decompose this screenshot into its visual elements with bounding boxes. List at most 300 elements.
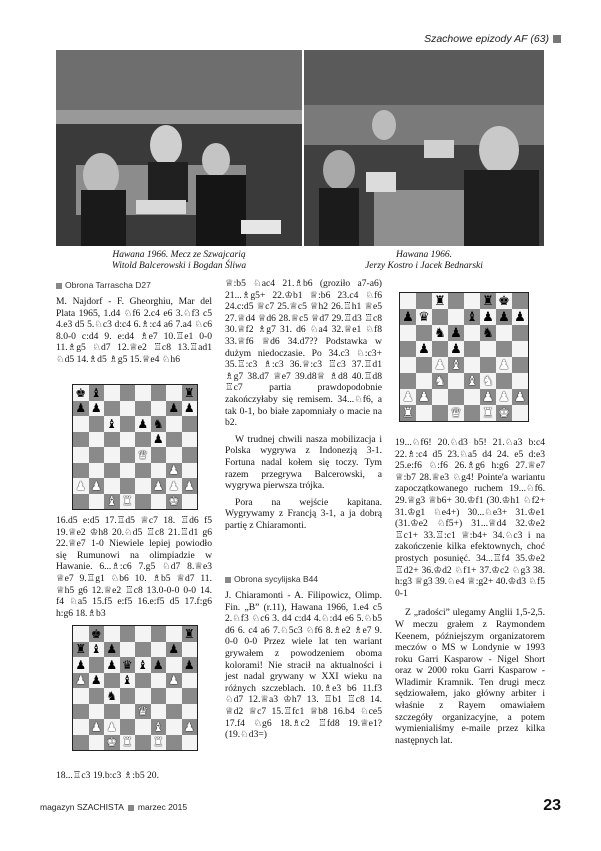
column-1-bottom — [56, 770, 212, 787]
board-square — [400, 357, 416, 373]
board-square — [135, 385, 151, 401]
board-square — [480, 357, 496, 373]
board-square — [73, 688, 89, 704]
game-annotation: ♕:b5 ♘ac4 21.♗b6 (groziło a7-a6) 21...♗g5+ 22.♔b1 ♕:b6 23.c4 ♘f6 24.c:d5 ♕c7 25.♕c5 ♕h2 26.♖h1 ♕e5 27.♕d4 ♕d6 28.♕c5 ♕d7 29.♖d3 ♖c8 30.♕f2 ♗g7 31. d6 ♘a4 32.♕e1 ♘f8 33.♕f6 ♕d6 34.d7?? Podstawka w dużym niedoczasie. Po 34.c3 ♘:c3+ 35.♖:c3 ♗:c3 36.♕:c3 ♖c3 37.♖d1 ♗g7 38.d7 ♕e7 39.d8♕ ♗d8 40.♖d8 ♖c7 partia prawdopodobnie zakończyłaby się remisem. 34...♘f6, a tak 0-1, bo białe zapomniały o macie na b2. — [225, 278, 382, 429]
board-square — [464, 325, 480, 341]
board-square — [135, 626, 151, 642]
chess-piece-icon: ♝ — [152, 719, 164, 734]
board-square — [89, 447, 105, 463]
board-square — [135, 719, 151, 735]
board-square — [104, 463, 120, 479]
board-square — [182, 626, 198, 642]
board-square — [416, 309, 432, 325]
magazine-name: magazyn SZACHISTA — [40, 802, 124, 812]
board-square — [151, 416, 167, 432]
board-square — [120, 478, 136, 494]
board-square — [166, 688, 182, 704]
board-square — [512, 389, 528, 405]
board-square — [135, 401, 151, 417]
board-square — [104, 416, 120, 432]
board-square — [480, 373, 496, 389]
chess-piece-icon: ♚ — [498, 405, 510, 421]
running-title: Szachowe epizody AF (63) — [424, 33, 561, 45]
board-square — [182, 704, 198, 720]
footer — [40, 802, 187, 812]
chess-piece-icon: ♟ — [152, 432, 164, 447]
board-square — [151, 719, 167, 735]
board-square — [89, 704, 105, 720]
board-square — [432, 389, 448, 405]
board-square — [400, 389, 416, 405]
board-square — [104, 642, 120, 658]
board-square — [89, 673, 105, 689]
board-square — [73, 673, 89, 689]
board-square — [512, 373, 528, 389]
board-square — [400, 341, 416, 357]
chess-piece-icon: ♟ — [183, 719, 195, 734]
board-square — [120, 494, 136, 510]
board-square — [464, 357, 480, 373]
chess-piece-icon: ♚ — [75, 385, 87, 400]
board-square — [166, 385, 182, 401]
chess-piece-icon: ♟ — [106, 642, 118, 657]
board-square — [432, 405, 448, 421]
board-square — [73, 735, 89, 751]
board-square — [166, 463, 182, 479]
chess-piece-icon: ♛ — [137, 447, 149, 462]
board-square — [464, 309, 480, 325]
chess-piece-icon: ♟ — [75, 673, 87, 688]
chess-piece-icon: ♟ — [514, 309, 526, 325]
issue-date: marzec 2015 — [137, 802, 188, 812]
board-square — [464, 405, 480, 421]
board-square — [89, 416, 105, 432]
photo-right-caption: Hawana 1966. Jerzy Kostro i Jacek Bednarski — [365, 250, 483, 271]
chess-piece-icon: ♟ — [152, 657, 164, 672]
board-square — [496, 405, 512, 421]
chess-piece-icon: ♟ — [168, 401, 180, 416]
board-square — [166, 494, 182, 510]
chess-piece-icon: ♜ — [121, 494, 133, 509]
chess-piece-icon: ♝ — [121, 673, 133, 688]
narrative-captain: Pora na wejście kapitana. Wygrywamy z Francją 3-1, a ja dobrą partię z Chiaramonti. — [225, 496, 382, 531]
chess-piece-icon: ♟ — [90, 719, 102, 734]
board-square — [120, 432, 136, 448]
chess-piece-icon: ♞ — [482, 373, 494, 389]
chess-piece-icon: ♛ — [121, 657, 133, 672]
chess-piece-icon: ♟ — [450, 325, 462, 341]
chess-piece-icon: ♟ — [183, 478, 195, 493]
photo-left-image — [56, 50, 302, 246]
board-square — [120, 463, 136, 479]
board-square — [73, 704, 89, 720]
board-square — [89, 735, 105, 751]
chess-piece-icon: ♝ — [106, 416, 118, 431]
board-square — [135, 494, 151, 510]
game-chiaramonti-moves: J. Chiaramonti - A. Filipowicz, Olimp. Fin. „B” (r.11), Hawana 1966, 1.e4 c5 2.♘f3 ♘c6 3. d4 c:d4 4.♘:d4 e6 5.♘b5 d6 6. c4 a6 7.♘5c3 ♘f6 8.♗e2 ♗e7 9. 0-0 0-0 Przez wiele lat ten wariant grywałem z powodzeniem oboma kolorami! Nie stracił na aktualności i jest nadal grywany w XXI wieku na różnych szczeblach. 10.♗e3 b6 11.f3 ♘d7 12.♕a3 ♔h7 13. ♖b1 ♖c8 14. ♕d2 ♕c7 15.♖fc1 ♕b8 16.b4 ♘ce5 17.f4 ♘g6 18.♗c2 ♖fd8 19.♕e1? (19.♘d3=) — [225, 590, 382, 741]
board-square — [89, 385, 105, 401]
board-square — [151, 688, 167, 704]
board-square — [416, 357, 432, 373]
board-square — [166, 735, 182, 751]
board-square — [120, 385, 136, 401]
board-square — [104, 704, 120, 720]
footer-square-icon — [128, 805, 134, 811]
board-square — [432, 341, 448, 357]
board-square — [151, 642, 167, 658]
board-square — [512, 293, 528, 309]
chess-piece-icon: ♞ — [434, 373, 446, 389]
chess-piece-icon: ♟ — [75, 478, 87, 493]
board-square — [89, 401, 105, 417]
section-square-icon — [225, 577, 231, 583]
board-square — [448, 389, 464, 405]
board-square — [120, 735, 136, 751]
chess-piece-icon: ♛ — [450, 405, 462, 421]
chess-piece-icon: ♟ — [137, 416, 149, 431]
board-square — [480, 405, 496, 421]
chess-piece-icon: ♞ — [482, 325, 494, 341]
board-square — [120, 626, 136, 642]
board-square — [496, 357, 512, 373]
board-square — [151, 432, 167, 448]
chess-piece-icon: ♜ — [183, 385, 195, 400]
board-square — [135, 657, 151, 673]
board-square — [400, 325, 416, 341]
board-square — [104, 626, 120, 642]
chess-piece-icon: ♝ — [466, 309, 478, 325]
column-2-game — [225, 590, 382, 746]
chess-piece-icon: ♜ — [152, 735, 164, 750]
board-square — [135, 478, 151, 494]
board-square — [151, 494, 167, 510]
chess-piece-icon: ♟ — [75, 657, 87, 672]
chess-piece-icon: ♜ — [482, 293, 494, 309]
board-square — [448, 309, 464, 325]
board-square — [448, 341, 464, 357]
board-square — [512, 309, 528, 325]
header-square-icon — [553, 35, 561, 43]
board-square — [512, 357, 528, 373]
board-square — [120, 447, 136, 463]
board-square — [496, 293, 512, 309]
chess-piece-icon: ♟ — [168, 463, 180, 478]
chess-piece-icon: ♟ — [514, 389, 526, 405]
chess-piece-icon: ♟ — [498, 389, 510, 405]
board-square — [89, 719, 105, 735]
board-square — [104, 657, 120, 673]
board-square — [464, 341, 480, 357]
board-square — [512, 405, 528, 421]
board-square — [89, 494, 105, 510]
board-square — [464, 373, 480, 389]
board-square — [73, 463, 89, 479]
board-square — [182, 735, 198, 751]
board-square — [73, 447, 89, 463]
board-square — [182, 401, 198, 417]
chess-piece-icon: ♝ — [90, 642, 102, 657]
board-square — [73, 401, 89, 417]
chess-piece-icon: ♟ — [482, 309, 494, 325]
board-square — [496, 373, 512, 389]
board-square — [73, 642, 89, 658]
chess-piece-icon: ♟ — [498, 357, 510, 373]
chess-piece-icon: ♟ — [90, 673, 102, 688]
column-1-middle — [56, 515, 212, 624]
board-square — [89, 478, 105, 494]
board-square — [182, 447, 198, 463]
chess-piece-icon: ♟ — [75, 401, 87, 416]
board-square — [416, 325, 432, 341]
board-square — [512, 325, 528, 341]
board-square — [135, 735, 151, 751]
board-square — [496, 389, 512, 405]
board-square — [182, 688, 198, 704]
board-square — [89, 657, 105, 673]
board-square — [73, 626, 89, 642]
board-square — [120, 401, 136, 417]
photo-left — [56, 50, 302, 246]
board-square — [496, 309, 512, 325]
board-square — [104, 401, 120, 417]
board-square — [166, 626, 182, 642]
photo-right — [304, 50, 544, 246]
chess-piece-icon: ♝ — [450, 357, 462, 373]
board-square — [432, 357, 448, 373]
chess-piece-icon: ♝ — [106, 494, 118, 509]
board-square — [89, 688, 105, 704]
board-square — [166, 447, 182, 463]
chess-piece-icon: ♟ — [498, 309, 510, 325]
board-square — [135, 463, 151, 479]
board-square — [120, 688, 136, 704]
narrative-england: Z „radości” ulegamy Anglii 1,5-2,5. W meczu grałem z Raymondem Keenem, późniejszym organizatorem meczów o MS w Londynie w 1993 roku Garri Kasparow - Nigel Short oraz w 2000 roku Garri Kasparow - Wladimir Kramnik. Ten drugi mecz sędziowałem, jako główny arbiter i właśnie z Rayem omawiałem szczegóły organizacyjne, a potem wymienialiśmy e-maile przez kilka następnych lat. — [395, 607, 545, 746]
board-square — [182, 719, 198, 735]
chess-piece-icon: ♟ — [168, 478, 180, 493]
board-square — [182, 432, 198, 448]
chess-piece-icon: ♟ — [106, 657, 118, 672]
board-square — [480, 341, 496, 357]
section-header-sicilian: Obrona sycylijska B44 — [225, 574, 318, 584]
board-square — [151, 385, 167, 401]
board-square — [73, 416, 89, 432]
chess-piece-icon: ♟ — [168, 642, 180, 657]
board-square — [416, 293, 432, 309]
board-square — [182, 494, 198, 510]
board-square — [89, 432, 105, 448]
board-square — [135, 416, 151, 432]
board-square — [104, 719, 120, 735]
board-square — [400, 309, 416, 325]
board-square — [120, 642, 136, 658]
board-square — [432, 373, 448, 389]
board-square — [432, 325, 448, 341]
board-square — [135, 642, 151, 658]
board-square — [151, 478, 167, 494]
chess-piece-icon: ♞ — [106, 688, 118, 703]
board-square — [104, 688, 120, 704]
chess-piece-icon: ♛ — [418, 309, 430, 325]
board-square — [448, 405, 464, 421]
board-square — [73, 478, 89, 494]
board-square — [151, 657, 167, 673]
chess-piece-icon: ♜ — [183, 626, 195, 641]
chess-piece-icon: ♟ — [482, 389, 494, 405]
board-square — [512, 341, 528, 357]
board-square — [448, 357, 464, 373]
board-square — [104, 478, 120, 494]
chess-piece-icon: ♟ — [450, 341, 462, 357]
chess-piece-icon: ♜ — [75, 642, 87, 657]
board-square — [73, 494, 89, 510]
board-square — [464, 389, 480, 405]
board-square — [182, 416, 198, 432]
board-square — [166, 704, 182, 720]
chess-piece-icon: ♟ — [152, 478, 164, 493]
board-square — [166, 719, 182, 735]
section-header-tarrasch: Obrona Tarrascha D27 — [56, 280, 151, 290]
board-square — [89, 463, 105, 479]
board-square — [416, 405, 432, 421]
column-1-top — [56, 296, 212, 371]
chess-piece-icon: ♟ — [402, 389, 414, 405]
chess-piece-icon: ♚ — [106, 735, 118, 750]
board-square — [89, 642, 105, 658]
board-square — [416, 389, 432, 405]
chess-piece-icon: ♟ — [183, 657, 195, 672]
board-square — [73, 657, 89, 673]
board-square — [120, 673, 136, 689]
board-square — [182, 673, 198, 689]
board-square — [73, 385, 89, 401]
narrative-indonesia: W trudnej chwili nasza mobilizacja i Polska wygrywa z Indonezją 3-1. Fortuna nadal kołem się toczy. Tym razem przegrywa Balcerowski, a wygrywa pierwsza trójka. — [225, 433, 382, 492]
chess-piece-icon: ♝ — [137, 657, 149, 672]
chess-piece-icon: ♚ — [90, 626, 102, 641]
board-square — [496, 341, 512, 357]
board-square — [464, 293, 480, 309]
chess-piece-icon: ♞ — [434, 325, 446, 341]
board-square — [135, 704, 151, 720]
board-square — [182, 463, 198, 479]
board-square — [480, 389, 496, 405]
board-square — [120, 657, 136, 673]
board-square — [89, 626, 105, 642]
game-najdorf-continuation: 16.d5 e:d5 17.♖d5 ♕c7 18. ♖d6 f5 19.♕e2 ♔h8 20.♘d5 ♖c8 21.♖d1 g6 22.♕e7 1-0 Niewiele lepiej powiodło się Rumunowi na olimpiadzie w Hawanie. 6...♗:c6 7.g5 ♘d7 8.♕e3 ♕e7 9.♖g1 ♘b6 10. ♗b5 ♕d7 11. ♕h5 g6 12.♕e2 ♖c8 13.0-0-0 0-0 14. f4 ♘a5 15.f5 e:f5 16.e:f5 d5 17.f:g6 h:g6 18.♗b3 — [56, 515, 212, 619]
board-square — [400, 405, 416, 421]
chess-piece-icon: ♟ — [418, 389, 430, 405]
chess-diagram-1 — [72, 384, 198, 510]
board-square — [400, 373, 416, 389]
board-square — [400, 293, 416, 309]
board-square — [182, 642, 198, 658]
board-square — [135, 432, 151, 448]
board-square — [120, 719, 136, 735]
board-square — [151, 401, 167, 417]
game-continuation-end: 18...♖c3 19.b:c3 ♗:b5 20. — [56, 770, 160, 781]
board-square — [104, 447, 120, 463]
chess-piece-icon: ♟ — [183, 401, 195, 416]
board-square — [166, 401, 182, 417]
board-square — [151, 704, 167, 720]
photo-right-image — [304, 50, 544, 246]
board-square — [448, 373, 464, 389]
board-square — [104, 735, 120, 751]
board-square — [104, 432, 120, 448]
chess-piece-icon: ♜ — [121, 735, 133, 750]
board-square — [104, 673, 120, 689]
column-3 — [395, 437, 545, 751]
board-square — [432, 309, 448, 325]
board-square — [166, 657, 182, 673]
chess-piece-icon: ♟ — [402, 309, 414, 325]
chess-piece-icon: ♟ — [90, 478, 102, 493]
board-square — [73, 719, 89, 735]
chess-piece-icon: ♝ — [90, 385, 102, 400]
chess-piece-icon: ♜ — [402, 405, 414, 421]
photo-left-caption: Hawana 1966. Mecz ze Szwajcarią Witold Balcerowski i Bogdan Śliwa — [111, 250, 247, 271]
board-square — [135, 673, 151, 689]
game-chiaramonti-continuation: 19...♘f6! 20.♘d3 b5! 21.♘a3 b:c4 22.♗:c4 d5 23.♘a5 d4 24. e5 d:e3 25.e:f6 ♘:f6 26.♗g6 h:g6 27.♕e7 ♕:b7 28.♕e3 ♘g4! Pointe'a wariantu zapoczątkowanego ruchem 19...♘f6. 29.♕g3 ♕b6+ 30.♔f1 (30.♔h1 ♘f2+ 31.♔g1 ♘e4+) 30...♘e3+ 31.♔e1 (31.♔e2 ♘f5+) 31...♕d4 32.♔e2 ♖c1+ 33.♖:c1 ♕:b4+ 34.♘c3 i na zakończenie kilka efektownych, choć prostych posunięć. 34...♖f4 35.♔e2 ♖d2+ 36.♔d2 ♘f1+ 37.♔c2 ♘g3 38. h:g3 ♕g3 39.♘e4 ♕:g2+ 40.♔d3 ♘f5 0-1 — [395, 437, 545, 599]
board-square — [480, 309, 496, 325]
board-square — [166, 432, 182, 448]
chess-piece-icon: ♞ — [152, 416, 164, 431]
board-square — [104, 385, 120, 401]
board-square — [135, 447, 151, 463]
board-square — [432, 293, 448, 309]
chess-piece-icon: ♜ — [434, 293, 446, 309]
board-square — [416, 373, 432, 389]
board-square — [416, 341, 432, 357]
board-square — [151, 463, 167, 479]
chess-piece-icon: ♟ — [168, 673, 180, 688]
page-number: 23 — [543, 797, 561, 814]
board-square — [120, 704, 136, 720]
chess-piece-icon: ♟ — [90, 401, 102, 416]
chess-piece-icon: ♝ — [466, 373, 478, 389]
chess-diagram-2 — [72, 625, 198, 751]
board-square — [151, 735, 167, 751]
board-square — [151, 626, 167, 642]
column-2 — [225, 278, 382, 536]
chess-piece-icon: ♛ — [137, 704, 149, 719]
board-square — [135, 688, 151, 704]
game-najdorf-moves: M. Najdorf - F. Gheorghiu, Mar del Plata 1965, 1.d4 ♘f6 2.c4 e6 3.♘f3 c5 4.e3 d5 5.♘c3 d:c4 6.♗:c4 a6 7.a4 ♘c6 8.0-0 c:d4 9. e:d4 ♗e7 10.♖e1 0-0 11.♗g5 ♘d7 12.♕e2 ♖c8 13.♖ad1 ♘d5 14.♗d5 ♗g5 15.♕e4 ♘h6 — [56, 296, 212, 365]
chess-piece-icon: ♚ — [498, 293, 510, 309]
chess-piece-icon: ♟ — [418, 341, 430, 357]
section-square-icon — [56, 283, 62, 289]
chess-piece-icon: ♜ — [482, 405, 494, 421]
board-square — [151, 673, 167, 689]
board-square — [480, 293, 496, 309]
board-square — [120, 416, 136, 432]
board-square — [166, 478, 182, 494]
board-square — [182, 385, 198, 401]
chess-diagram-3 — [399, 292, 529, 422]
board-square — [182, 657, 198, 673]
board-square — [480, 325, 496, 341]
board-square — [104, 494, 120, 510]
board-square — [73, 432, 89, 448]
board-square — [448, 293, 464, 309]
board-square — [448, 325, 464, 341]
chess-piece-icon: ♟ — [106, 719, 118, 734]
board-square — [166, 673, 182, 689]
chess-piece-icon: ♟ — [434, 357, 446, 373]
board-square — [182, 478, 198, 494]
board-square — [151, 447, 167, 463]
board-square — [496, 325, 512, 341]
board-square — [166, 642, 182, 658]
